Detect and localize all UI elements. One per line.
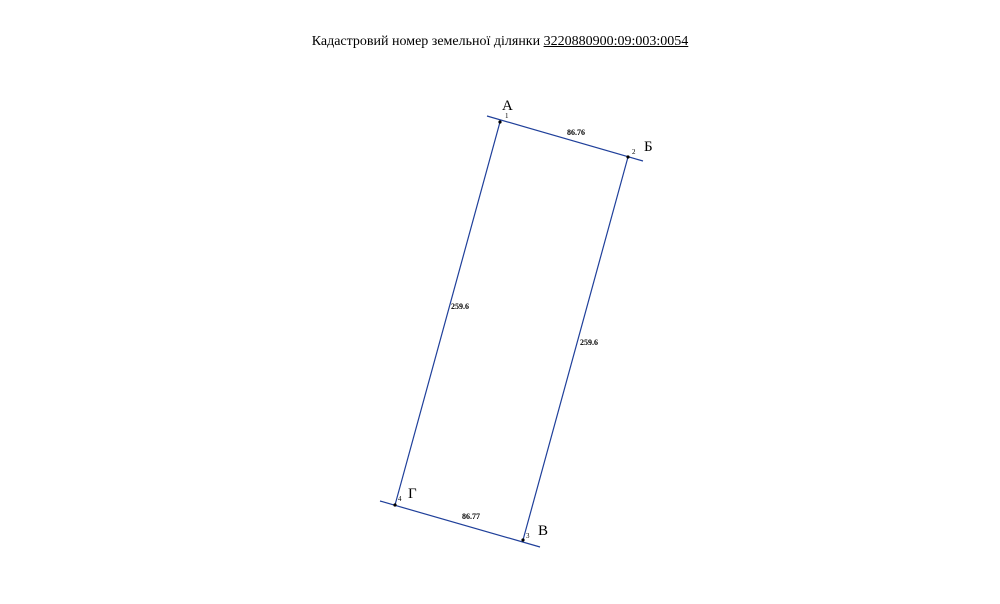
corner-v-letter: В xyxy=(538,523,549,539)
corner-g-letter: Г xyxy=(408,486,417,502)
vertex-g xyxy=(393,503,396,506)
edge-g-a-line xyxy=(395,122,500,505)
cadastral-number: 3220880900:09:003:0054 xyxy=(543,34,689,49)
vertex-a xyxy=(498,120,501,123)
edge-b-v-length: 259.6 xyxy=(580,338,598,347)
vertex-b xyxy=(626,155,629,158)
vertex-v xyxy=(521,538,524,541)
edge-a-b-line xyxy=(487,116,643,161)
corner-a-letter: А xyxy=(502,98,513,114)
edge-v-g-line xyxy=(380,501,540,547)
corner-a-number: 1 xyxy=(505,112,509,120)
corner-b-number: 2 xyxy=(632,148,636,156)
edge-a-b-length: 86.76 xyxy=(567,128,585,137)
corner-g-number: 4 xyxy=(398,495,402,503)
edge-g-a-length: 259.6 xyxy=(451,302,469,311)
edge-v-g-length: 86.77 xyxy=(462,512,480,521)
corner-v-number: 3 xyxy=(526,532,530,540)
corner-b-letter: Б xyxy=(644,139,653,155)
title-prefix: Кадастровий номер земельної ділянки xyxy=(311,34,541,49)
edge-b-v-line xyxy=(523,157,628,540)
